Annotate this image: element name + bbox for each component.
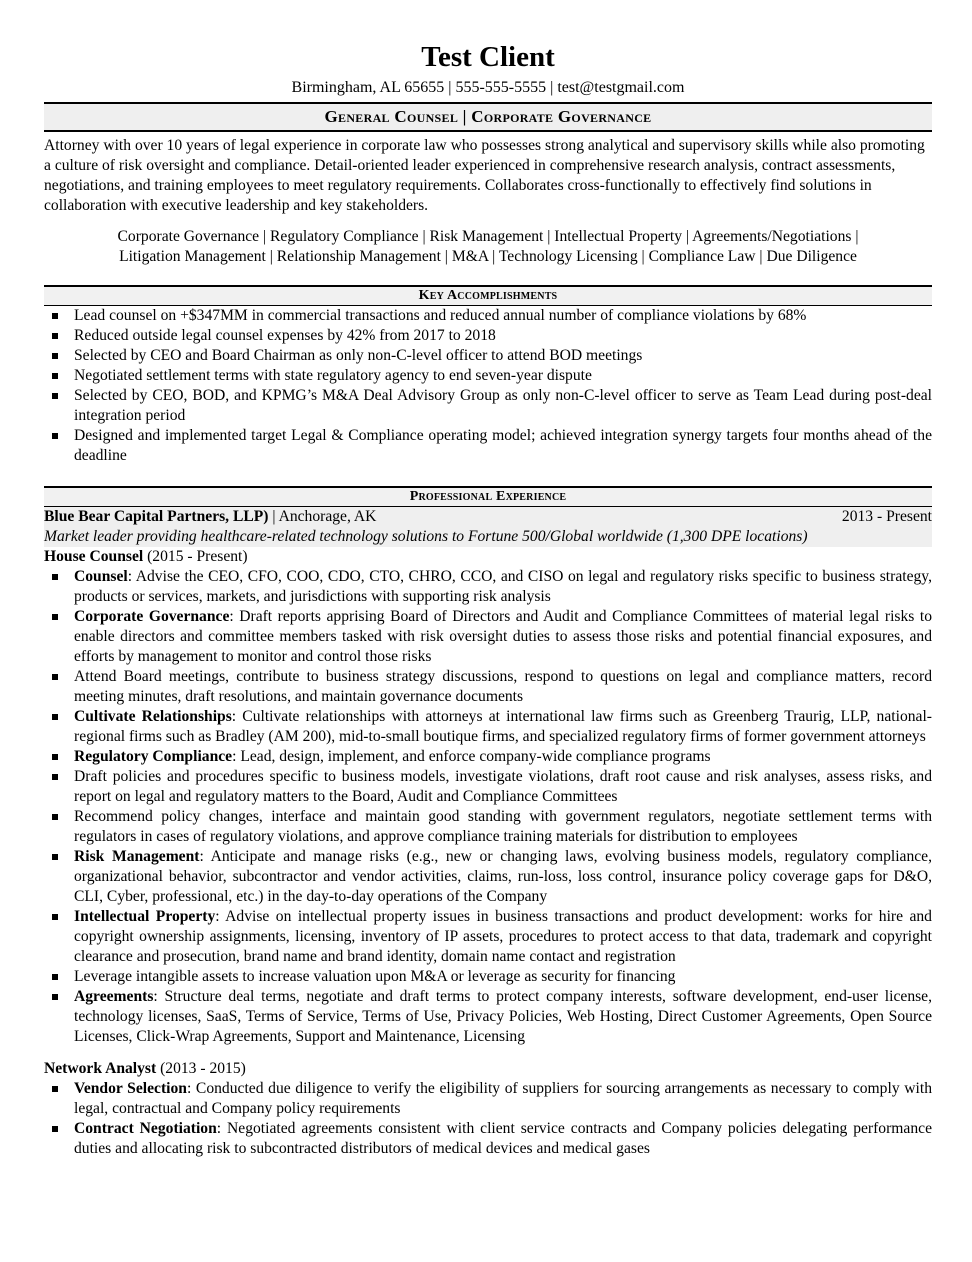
bullet-label: Corporate Governance: [74, 608, 230, 625]
bullet-icon: [52, 333, 58, 339]
skills-line: Litigation Management | Relationship Management | M&A | Technology Licensing | Compliance Law | Due Diligence: [119, 248, 857, 265]
bullet-label: Cultivate Relationships: [74, 708, 232, 725]
accomplishment-text: Lead counsel on +$347MM in commercial transactions and reduced annual number of compliance violations by 68%: [74, 307, 807, 324]
bullet-icon: [52, 974, 58, 980]
bullet-label: Regulatory Compliance: [74, 748, 233, 765]
list-item: [44, 667, 932, 707]
role-bullets: [44, 567, 932, 1047]
list-item: [44, 426, 932, 466]
bullet-label: Vendor Selection: [74, 1080, 187, 1097]
bullet-icon: [52, 614, 58, 620]
company-line: [44, 507, 932, 527]
professional-title: General Counsel | Corporate Governance: [44, 102, 932, 132]
candidate-name: Test Client: [421, 41, 555, 73]
bullet-icon: [52, 854, 58, 860]
role-title: House Counsel: [44, 548, 144, 565]
bullet-icon: [52, 1086, 58, 1092]
accomplishment-text: Selected by CEO, BOD, and KPMG’s M&A Deal Advisory Group as only non-C-level officer to serve as Team Lead during post-deal integration period: [74, 387, 932, 424]
list-item: [44, 707, 932, 747]
bullet-icon: [52, 373, 58, 379]
bullet-text: : Conducted due diligence to verify the eligibility of suppliers for sourcing arrangements as necessary to comply with legal, contractual and Company policy requirements: [74, 1080, 932, 1117]
bullet-text: : Anticipate and manage risks (e.g., new or changing laws, evolving business models, regulatory compliance, organizational behavior, subcontractor and vendor activities, claims, run-loss, loss control, insurance policy coverage gaps for D&O, CLI, Cyber, professional, etc.) in the day-to-day operations of the Company: [74, 848, 933, 905]
contact-info: Birmingham, AL 65655 | 555-555-5555 | test@testgmail.com: [291, 79, 685, 96]
company-block: [44, 507, 376, 527]
list-item: [44, 386, 932, 426]
bullet-text: : Negotiated agreements consistent with client service contracts and Company policies delegating performance duties and allocating risk to subcontracted distributors of medical devices and medical gases: [74, 1120, 932, 1157]
bullet-text: : Advise on intellectual property issues in business transactions and product development: works for hire and copyright ownership assignments, licensing, inventory of IP assets, procedures to protect access to that data, trademark and copyright clearance and prosecution, brand name and brand identity, domain name contact and registration: [74, 908, 932, 965]
accomplishments-heading: Key Accomplishments: [44, 285, 932, 306]
list-item: [44, 747, 932, 767]
list-item: [44, 306, 932, 326]
bullet-label: Counsel: [74, 568, 128, 585]
company-name: Blue Bear Capital Partners, LLP): [44, 508, 269, 525]
role-dates: (2015 - Present): [143, 548, 248, 565]
experience-heading: Professional Experience: [44, 486, 932, 507]
role-bullets: [44, 1079, 932, 1159]
bullet-icon: [52, 754, 58, 760]
bullet-icon: [52, 353, 58, 359]
company-location: | Anchorage, AK: [268, 508, 377, 525]
skills-list: [44, 227, 932, 267]
bullet-label: Contract Negotiation: [74, 1120, 217, 1137]
accomplishment-text: Designed and implemented target Legal & Compliance operating model; achieved integration synergy targets four months ahead of the deadline: [74, 427, 932, 464]
list-item: [44, 767, 932, 807]
bullet-icon: [52, 433, 58, 439]
bullet-text: : Draft reports apprising Board of Directors and Audit and Compliance Committees of material legal risks to enable directors and committee members tasked with risk oversight duties to assess those risks and potential financial exposures, and efforts by management to monitor and control those risks: [74, 608, 932, 665]
bullet-icon: [52, 393, 58, 399]
bullet-text: : Lead, design, implement, and enforce company-wide compliance programs: [232, 748, 711, 765]
skills-line: Corporate Governance | Regulatory Compliance | Risk Management | Intellectual Property | Agreements/Negotiations |: [117, 228, 859, 245]
role-title: Network Analyst: [44, 1060, 157, 1077]
role-dates: (2013 - 2015): [156, 1060, 246, 1077]
bullet-icon: [52, 674, 58, 680]
accomplishments-list: [44, 306, 932, 466]
accomplishment-text: Reduced outside legal counsel expenses by 42% from 2017 to 2018: [74, 327, 496, 344]
list-item: [44, 807, 932, 847]
bullet-icon: [52, 814, 58, 820]
summary-paragraph: Attorney with over 10 years of legal experience in corporate law who possesses strong analytical and supervisory skills while also promoting a culture of risk oversight and compliance. Detail-oriented leader experienced in comprehensive research analysis, contract assessments, negotiations, and training employees to meet regulatory requirements. Collaborates cross-functionally to effectively find solutions in collaboration with executive leadership and key stakeholders.: [44, 137, 925, 214]
bullet-label: Agreements: [74, 988, 154, 1005]
bullet-label: Intellectual Property: [74, 908, 216, 925]
bullet-icon: [52, 914, 58, 920]
list-item: [44, 346, 932, 366]
bullet-label: Risk Management: [74, 848, 200, 865]
bullet-text: : Structure deal terms, negotiate and draft terms to protect company interests, software development, end-user license, technology licenses, SaaS, Terms of Service, Terms of Use, Privacy Policies, Web Hosting, Direct Customer Agreements, Open Source Licenses, Click-Wrap Agreements, Support and Maintenance, Licensing: [74, 988, 932, 1045]
bullet-text: Draft policies and procedures specific to business models, investigate violations, draft root cause and risk analyses, assess risks, and report on legal and regulatory matters to the Board, Audit and Compliance Committees: [74, 768, 932, 805]
bullet-text: Recommend policy changes, interface and maintain good standing with government regulators, negotiate settlement terms with regulators in cases of regulatory violations, and approve compliance training materials for distribution to employees: [74, 808, 932, 845]
accomplishment-text: Selected by CEO and Board Chairman as only non-C-level officer to attend BOD meetings: [74, 347, 643, 364]
accomplishment-text: Negotiated settlement terms with state regulatory agency to end seven-year dispute: [74, 367, 592, 384]
company-description: Market leader providing healthcare-related technology solutions to Fortune 500/Global worldwide (1,300 DPE locations): [44, 528, 808, 545]
list-item: [44, 366, 932, 386]
resume-page: [44, 40, 932, 1159]
role-title-line: [44, 1059, 932, 1079]
bullet-icon: [52, 313, 58, 319]
bullet-text: Leverage intangible assets to increase valuation upon M&A or leverage as security for financing: [74, 968, 676, 985]
list-item: [44, 607, 932, 667]
list-item: [44, 567, 932, 607]
bullet-icon: [52, 574, 58, 580]
bullet-icon: [52, 994, 58, 1000]
bullet-text: : Advise the CEO, CFO, COO, CDO, CTO, CHRO, CCO, and CISO on legal and regulatory risks specific to business strategy, products or services, markets, and jurisdictions with supporting risk analysis: [74, 568, 932, 605]
bullet-icon: [52, 774, 58, 780]
list-item: [44, 847, 932, 907]
company-dates: 2013 - Present: [841, 508, 932, 525]
list-item: [44, 967, 932, 987]
bullet-icon: [52, 714, 58, 720]
bullet-text: Attend Board meetings, contribute to business strategy discussions, respond to questions on legal and compliance matters, record meeting minutes, draft resolutions, and maintain governance documents: [74, 668, 932, 705]
role-title-line: [44, 547, 932, 567]
list-item: [44, 1119, 932, 1159]
list-item: [44, 907, 932, 967]
bullet-text: : Cultivate relationships with attorneys at international law firms such as Greenberg Traurig, LLP, national-regional firms such as Bradley (AM 200), mid-to-small boutique firms, and specialized regulatory firms of former government attorneys: [74, 708, 932, 745]
list-item: [44, 326, 932, 346]
list-item: [44, 987, 932, 1047]
bullet-icon: [52, 1126, 58, 1132]
list-item: [44, 1079, 932, 1119]
job-header: [44, 507, 932, 547]
